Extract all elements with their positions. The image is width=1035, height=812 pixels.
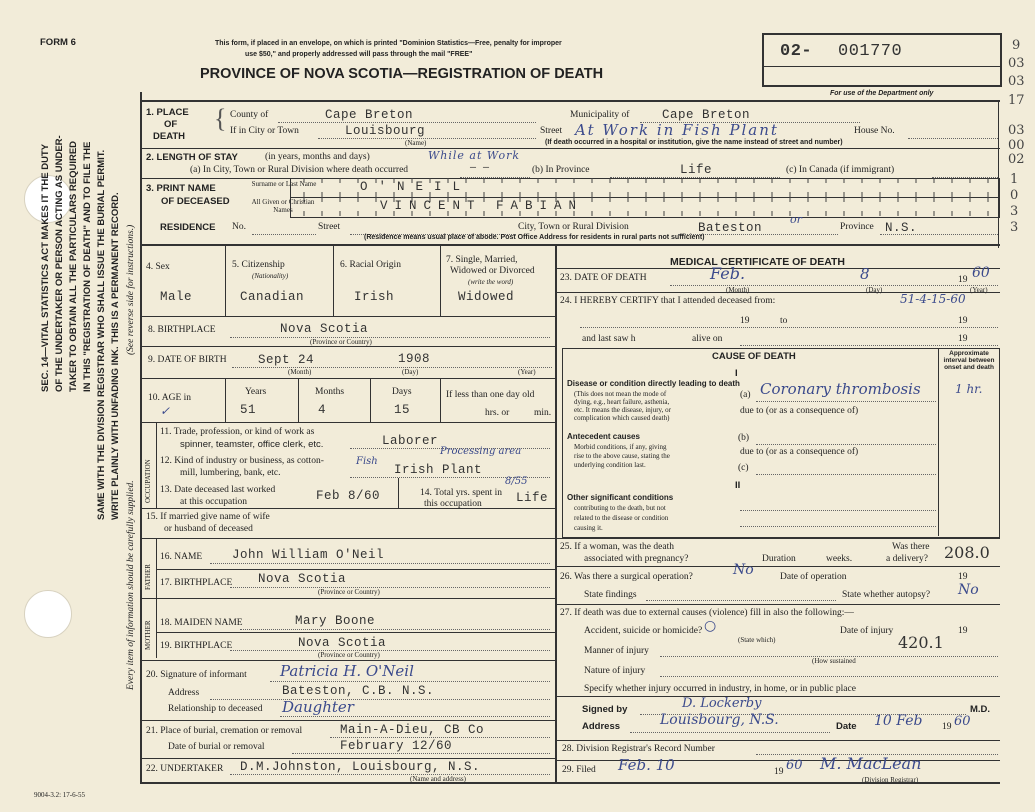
- accident-label: Accident, suicide or homicide?: [584, 626, 703, 636]
- reg-prefix: 02-: [780, 42, 813, 61]
- disease-note-3: etc. It means the disease, injury, or: [574, 406, 671, 414]
- weeks-label: weeks.: [826, 554, 853, 564]
- signed-date-value: 10 Feb: [874, 713, 923, 729]
- antecedent-note-2: rise to the above cause, stating the: [574, 452, 670, 460]
- informant-address-value: Bateston, C.B. N.S.: [282, 684, 435, 698]
- state-which-hint: (State which): [738, 636, 776, 644]
- birthplace-label: 8. BIRTHPLACE: [148, 325, 216, 335]
- md-label: M.D.: [970, 704, 991, 715]
- trade-value: Laborer: [382, 434, 439, 448]
- sex-value: Male: [160, 290, 193, 304]
- due-to-label-a: due to (or as a consequence of): [740, 406, 859, 416]
- interval-heading: Approximate interval between onset and death: [943, 350, 995, 371]
- surname-label: Surname or Last Name: [251, 180, 317, 188]
- surgical-value: No: [733, 562, 754, 578]
- stay-b-label: (b) In Province: [532, 165, 590, 175]
- marital-label-2: Widowed or Divorced: [450, 266, 535, 276]
- signed-by-label: Signed by: [582, 704, 628, 715]
- dept-use-label: For use of the Department only: [830, 90, 934, 97]
- residence-city-label: City, Town or Rural Division: [518, 222, 629, 232]
- stay-label: 2. LENGTH OF STAY: [146, 152, 238, 163]
- alive-on-label: alive on: [692, 334, 723, 344]
- industry-label-1: 12. Kind of industry or business, as cotton-: [160, 456, 324, 466]
- right-code-2: 00: [1008, 138, 1025, 153]
- certify-year-prefix-2: 19: [958, 316, 968, 326]
- sex-label: 4. Sex: [146, 262, 170, 272]
- surgical-label: 26. Was there a surgical operation?: [560, 572, 693, 582]
- house-no-label: House No.: [854, 126, 895, 136]
- death-registration-form: FORM 6 This form, if placed in an envelope, on which is printed "Dominion Statistics—Free, penalty for improper use $50," and properly addressed will pass through the mail "FREE" PROVINCE OF NOVA SCOTIA—REGISTRATION OF DEATH 02- 001770 For use of the Department only 9 03 03 17 03 00 02 1 0 3 3 SEC. 14—VITAL STATISTICS ACT MAKES IT THE DUTY OF THE UNDERTAKER OR PERSON ACTING AS UNDER- TAKER TO OBTAIN ALL THE PARTICULARS REQUIRED IN THIS "REGISTRATION OF DEATH" AND TO FILE THE SAME WITH THE DIVISION REGISTRAR WHO SHALL ISSUE THE BURIAL PERMIT. WRITE PLAINLY WITH UNFADING INK. THIS IS A PERMANENT RECORD. Every item of information should be carefully supplied. (See reverse side for instructions.) 9004-3.2: 17-6-55 1. PLACE OF DEATH { County of Cape Breton Municipality of Cape Breton If in City or Town Louisbourg (Name) Street At Work in Fish Plant House No. (If death occurred in a hospital or institution, give the name instead of street and number) 2. LENGTH OF STAY (in years, months and days) While at Work (a) In City, Town or Rural Division where death occurred — — (b) In Province Life (c) In Canada (if immigrant) 3. PRINT NAME OF DECEASED Surname or Last Name All Given or Christian Names O'NEIL VINCENT FABIAN RESIDENCE No. Street City, Town or Rural Division Bateston or Province N.S. (Residence means usual place of abode. Post Office Address for residents in rural parts not sufficient) 4. Sex Male 5. Citizenship (Nationality) Canadian 6. Racial Origin Irish 7. Single, Married, Widowed or Divorced (write the word) Widowed 8. BIRTHPLACE Nova Scotia (Province or Country) 9. DATE OF BIRTH Sept 24 1908 (Month) (Day) (Year) 10. AGE in Years Months Days 51 4 15 If less than one day old hrs. or min. ✓ OCCUPATION 11. Trade, profession, or kind of work as spinner, teamster, office clerk, etc. Laborer Processing area 12. Kind of industry or business, as cotton- mill, lumbering, bank, etc. Fish Irish Plant 13. Date deceased last worked at this occupation Feb 8/60 14. Total yrs. spent in this occupation 8/55 Life 15. If married give name of wife or husband of deceased FATHER MOTHER 16. NAME John William O'Neil 17. BIRTHPLACE Nova Scotia (Province or Country) 18. MAIDEN NAME Mary Boone 19. BIRTHPLACE Nova Scotia (Province or Country) 20. Signature of informant Patricia H. O'Neil Address Bateston, C.B. N.S. Relationship to deceased Daughter 21. Place of burial, cremation or removal Main-A-Dieu, CB Co Date of burial or removal February 12/60 22. UNDERTAKER D.M.Johnston, Louisbourg, N.S. (Name and address) MEDICAL CERTIFICATE OF DEATH 23. DATE OF DEATH Feb. 8 19 60 (Month) (Day) (Year) 24. I HEREBY CERTIFY that I attended deceased from: 51-4-15-60 19 to 19 and last saw h alive on 19 CAUSE OF DEATH Approximate interval between onset and death I Disease or condition directly leading to death (This does not mean the mode of dying, e.g., heart failure, asthenia, etc. It means the disease, injury, or complication which caused death) (a) Coronary thrombosis 1 hr. due to (or as a consequence of) Antecedent causes Morbid conditions, if any, giving rise to the above cause, stating the underlying condition last. (b) due to (or as a consequence of) (c) II Other significant conditions contributing to the death, but not related to the disease or condition causing it. 25. If a woman, was the death associated with pregnancy? Duration weeks. Was there a delivery? 208.0 26. Was there a surgical operation? No Date of operation 19 State findings State whether autopsy? No 27. If death was due to external causes (violence) fill in also the following:— Accident, suicide or homicide? ○ (State which) Date of injury 19 Manner of injury 420.1 (How sustained Nature of injury Specify whether injury occurred in industry, in home, or in public place Signed by D. Lockerby M.D. Address Louisbourg, N.S. Date 10 Feb 19 60 28. Division Registrar's Record Number 29. Filed Feb. 10 19 60 M. MacLean (Division Registrar): [0, 0, 1035, 812]
- antecedent-note-3: underlying condition last.: [574, 461, 646, 469]
- undertaker-value: D.M.Johnston, Louisbourg, N.S.: [240, 760, 481, 774]
- dob-year-value: 1908: [398, 352, 431, 366]
- stay-b-value: Life: [680, 163, 713, 177]
- interval-a-value: 1 hr.: [955, 382, 983, 396]
- filed-label: 29. Filed: [562, 765, 596, 775]
- total-value: Life: [516, 491, 549, 505]
- birthplace-value: Nova Scotia: [280, 322, 369, 336]
- stay-hint: (in years, months and days): [265, 152, 370, 162]
- specify-label: Specify whether injury occurred in industry, in home, or in public place: [584, 684, 856, 694]
- burial-place-label: 21. Place of burial, cremation or removal: [146, 726, 303, 736]
- mother-name-value: Mary Boone: [295, 614, 376, 628]
- other-note-2: related to the disease or condition: [574, 514, 669, 522]
- delivery-label-1: Was there: [892, 542, 930, 552]
- dob-year-hint: (Year): [518, 368, 536, 376]
- trade-label-1: 11. Trade, profession, or kind of work as: [160, 427, 315, 437]
- total-note: 8/55: [505, 476, 528, 487]
- right-code-1: 03: [1008, 123, 1025, 138]
- citizenship-value: Canadian: [240, 290, 305, 304]
- death-month-hint: (Month): [726, 286, 750, 294]
- side-code-3: 03: [1008, 74, 1025, 89]
- other-note-3: causing it.: [574, 524, 603, 532]
- age-years-value: 51: [240, 403, 257, 417]
- place-note: (If death occurred in a hospital or institution, give the name instead of street and number): [545, 139, 843, 146]
- op-year-prefix: 19: [958, 572, 968, 582]
- filed-year: 60: [786, 758, 803, 773]
- autopsy-label: State whether autopsy?: [842, 590, 931, 600]
- side-code-4: 17: [1008, 93, 1025, 108]
- nature-label: Nature of injury: [584, 666, 646, 676]
- disease-label: Disease or condition directly leading to death: [567, 379, 740, 388]
- racial-origin-value: Irish: [354, 290, 395, 304]
- how-sustained-hint: (How sustained: [812, 657, 856, 665]
- age-years-label: Years: [245, 387, 267, 397]
- signed-date-label: Date: [836, 721, 857, 732]
- autopsy-value: No: [958, 582, 979, 598]
- cause-heading: CAUSE OF DEATH: [712, 351, 796, 362]
- delivery-code: 208.0: [944, 543, 990, 562]
- filed-year-prefix: 19: [774, 767, 784, 777]
- undertaker-hint: (Name and address): [410, 775, 466, 783]
- signed-year-prefix: 19: [942, 722, 952, 732]
- place-label-3: DEATH: [153, 131, 186, 142]
- relationship-label: Relationship to deceased: [168, 704, 263, 714]
- street-value: At Work in Fish Plant: [575, 121, 779, 139]
- birthplace-hint: (Province or Country): [310, 338, 372, 346]
- hrs-label: hrs. or: [485, 408, 510, 418]
- accident-mark: ○: [704, 618, 717, 634]
- citizenship-hint: (Nationality): [252, 272, 289, 280]
- disease-note-1: (This does not mean the mode of: [574, 390, 667, 398]
- residence-label: RESIDENCE: [160, 222, 216, 233]
- last-worked-value: Feb 8/60: [316, 489, 381, 503]
- right-code-6: 3: [1010, 204, 1019, 219]
- age-months-value: 4: [318, 403, 327, 417]
- city-value: Louisbourg: [345, 124, 426, 138]
- dob-label: 9. DATE OF BIRTH: [148, 355, 227, 365]
- part-one-label: I: [735, 368, 738, 379]
- less-than-day-label: If less than one day old: [446, 390, 535, 400]
- death-date-day: 8: [860, 265, 870, 283]
- certify-label: 24. I HEREBY CERTIFY that I attended deceased from:: [560, 296, 776, 306]
- medical-heading: MEDICAL CERTIFICATE OF DEATH: [670, 256, 845, 268]
- municipality-value: Cape Breton: [662, 108, 751, 122]
- injury-date-label: Date of injury: [840, 626, 894, 636]
- mother-birthplace-label: 19. BIRTHPLACE: [160, 641, 233, 651]
- father-name-value: John William O'Neil: [232, 548, 385, 562]
- father-name-label: 16. NAME: [160, 552, 203, 562]
- father-birthplace-value: Nova Scotia: [258, 572, 347, 586]
- last-worked-label-1: 13. Date deceased last worked: [160, 485, 276, 495]
- given-names-label: All Given or Christian Names: [251, 198, 315, 214]
- findings-label: State findings: [584, 590, 637, 600]
- father-birthplace-hint: (Province or Country): [318, 588, 380, 596]
- dob-month-hint: (Month): [288, 368, 312, 376]
- side-code-2: 03: [1008, 56, 1025, 71]
- spouse-label-1: 15. If married give name of wife: [146, 512, 270, 522]
- mother-vertical-label: MOTHER: [144, 620, 152, 650]
- last-saw-label: and last saw h: [582, 334, 636, 344]
- place-label-2: OF: [164, 119, 178, 130]
- occupation-vertical-label: OCCUPATION: [144, 459, 152, 503]
- mother-birthplace-value: Nova Scotia: [298, 636, 387, 650]
- external-causes-label: 27. If death was due to external causes (violence) fill in also the following:—: [560, 608, 854, 618]
- trade-note: Processing area: [440, 446, 522, 457]
- surname-value: O'NEIL: [360, 180, 472, 194]
- signer-address-value: Louisbourg, N.S.: [660, 712, 779, 728]
- informant-signature: Patricia H. O'Neil: [280, 662, 414, 680]
- signed-by-value: D. Lockerby: [682, 696, 762, 711]
- signed-date-year: 60: [954, 714, 971, 729]
- industry-value: Irish Plant: [394, 463, 483, 477]
- envelope-note-2: use $50," and properly addressed will pass through the mail "FREE": [245, 51, 473, 58]
- mother-birthplace-hint: (Province or Country): [318, 651, 380, 659]
- spouse-label-2: or husband of deceased: [164, 524, 253, 534]
- marital-value: Widowed: [458, 290, 515, 304]
- stay-value: While at Work: [428, 149, 521, 162]
- informant-address-label: Address: [168, 688, 200, 698]
- total-label-2: this occupation: [424, 499, 482, 509]
- duration-label: Duration: [762, 554, 796, 564]
- industry-note: Fish: [356, 456, 378, 467]
- given-names-value: VINCENT FABIAN: [380, 199, 584, 213]
- certify-value: 51-4-15-60: [900, 292, 966, 306]
- marital-label-3: (write the word): [468, 278, 514, 286]
- right-code-4: 1: [1010, 172, 1019, 187]
- residence-province-value: N.S.: [885, 221, 918, 235]
- page-title: PROVINCE OF NOVA SCOTIA—REGISTRATION OF DEATH: [200, 66, 604, 82]
- death-date-year: 60: [972, 265, 990, 281]
- filed-value: Feb. 10: [618, 756, 675, 774]
- injury-code: 420.1: [898, 633, 944, 652]
- county-label: County of: [230, 110, 269, 120]
- residence-city-mark: or: [790, 213, 802, 226]
- city-name-hint: (Name): [405, 139, 427, 147]
- side-instructions-5: SAME WITH THE DIVISION REGISTRAR WHO SHALL ISSUE THE BURIAL PERMIT.: [96, 149, 107, 520]
- registrar-hint: (Division Registrar): [862, 776, 919, 784]
- certify-to-label: to: [780, 316, 788, 326]
- undertaker-label: 22. UNDERTAKER: [146, 764, 224, 774]
- relationship-value: Daughter: [282, 698, 354, 716]
- antecedent-note-1: Morbid conditions, if any, giving: [574, 443, 667, 451]
- certify-year-prefix-1: 19: [740, 316, 750, 326]
- residence-street-label: Street: [318, 222, 341, 232]
- county-value: Cape Breton: [325, 108, 414, 122]
- death-year-prefix: 19: [958, 275, 968, 285]
- reg-number: 001770: [838, 42, 903, 61]
- right-code-7: 3: [1010, 220, 1019, 235]
- name-label-2: OF DECEASED: [161, 196, 230, 207]
- cause-a-value: Coronary thrombosis: [760, 380, 921, 398]
- residence-no-label: No.: [232, 222, 246, 232]
- racial-origin-label: 6. Racial Origin: [340, 260, 401, 270]
- age-months-label: Months: [315, 387, 345, 397]
- form-number: FORM 6: [40, 37, 76, 48]
- city-label: If in City or Town: [230, 126, 299, 136]
- registrar-signature: M. MacLean: [820, 754, 922, 773]
- signer-address-label: Address: [582, 721, 621, 732]
- disease-note-4: complication which caused death): [574, 414, 670, 422]
- woman-label-1: 25. If a woman, was the death: [560, 542, 674, 552]
- death-date-month: Feb.: [710, 264, 746, 283]
- side-instructions-3: TAKER TO OBTAIN ALL THE PARTICULARS REQUIRED: [68, 140, 79, 392]
- municipality-label: Municipality of: [570, 110, 630, 120]
- dob-day-hint: (Day): [402, 368, 419, 376]
- street-label: Street: [540, 126, 563, 136]
- place-label-1: 1. PLACE: [146, 107, 189, 118]
- side-code-1: 9: [1012, 38, 1021, 53]
- delivery-label-2: a delivery?: [886, 554, 928, 564]
- age-days-value: 15: [394, 403, 411, 417]
- envelope-note-1: This form, if placed in an envelope, on which is printed "Dominion Statistics—Free, penalty for improper: [215, 40, 562, 47]
- trade-label-2: spinner, teamster, office clerk, etc.: [180, 439, 324, 450]
- min-label: min.: [534, 408, 552, 418]
- other-conditions-label: Other significant conditions: [567, 493, 674, 502]
- age-days-label: Days: [392, 387, 412, 397]
- registrar-record-label: 28. Division Registrar's Record Number: [562, 744, 715, 754]
- alive-year-prefix: 19: [958, 334, 968, 344]
- side-instructions-2: OF THE UNDERTAKER OR PERSON ACTING AS UNDER-: [54, 135, 65, 392]
- residence-note: (Residence means usual place of abode. Post Office Address for residents in rural parts not sufficient): [364, 234, 705, 241]
- antecedent-label: Antecedent causes: [567, 432, 640, 441]
- stay-c-label: (c) In Canada (if immigrant): [786, 165, 895, 175]
- stay-a-label: (a) In City, Town or Rural Division where death occurred: [190, 165, 409, 175]
- age-label: 10. AGE in: [148, 393, 192, 403]
- residence-city-value: Bateston: [698, 221, 763, 235]
- informant-sig-label: 20. Signature of informant: [146, 670, 247, 680]
- due-to-label-b: due to (or as a consequence of): [740, 447, 859, 457]
- right-code-3: 02: [1008, 152, 1025, 167]
- industry-label-2: mill, lumbering, bank, etc.: [180, 468, 281, 478]
- dob-month-value: Sept 24: [258, 353, 315, 367]
- side-instructions-1: SEC. 14—VITAL STATISTICS ACT MAKES IT THE DUTY: [40, 143, 51, 392]
- age-check: ✓: [160, 404, 171, 418]
- op-date-label: Date of operation: [780, 572, 847, 582]
- name-label-1: 3. PRINT NAME: [146, 183, 216, 194]
- burial-place-value: Main-A-Dieu, CB Co: [340, 723, 485, 737]
- footer-code: 9004-3.2: 17-6-55: [34, 791, 85, 799]
- manner-label: Manner of injury: [584, 646, 649, 656]
- disease-note-2: dying, e.g., heart failure, asthenia,: [574, 398, 670, 406]
- stay-a-value: — —: [470, 163, 490, 174]
- injury-year-prefix: 19: [958, 626, 968, 636]
- citizenship-label: 5. Citizenship: [232, 260, 285, 270]
- father-vertical-label: FATHER: [144, 564, 152, 590]
- marital-label-1: 7. Single, Married,: [446, 255, 518, 265]
- side-instructions-7: Every item of information should be carefully supplied.: [126, 480, 136, 690]
- father-birthplace-label: 17. BIRTHPLACE: [160, 578, 233, 588]
- total-label-1: 14. Total yrs. spent in: [420, 488, 503, 498]
- burial-date-label: Date of burial or removal: [168, 742, 265, 752]
- right-code-5: 0: [1010, 188, 1019, 203]
- part-two-label: II: [735, 480, 741, 491]
- death-date-label: 23. DATE OF DEATH: [560, 273, 647, 283]
- side-instructions-6: WRITE PLAINLY WITH UNFADING INK. THIS IS A PERMANENT RECORD.: [110, 192, 121, 520]
- side-instructions-4: IN THIS "REGISTRATION OF DEATH" AND TO FILE THE: [82, 141, 93, 392]
- last-worked-label-2: at this occupation: [180, 497, 248, 507]
- mother-name-label: 18. MAIDEN NAME: [160, 618, 243, 628]
- punch-hole-bottom: [24, 590, 72, 638]
- side-instructions-8: (See reverse side for instructions.): [126, 224, 136, 355]
- other-note-1: contributing to the death, but not: [574, 504, 666, 512]
- residence-province-label: Province: [840, 222, 874, 232]
- burial-date-value: February 12/60: [340, 739, 453, 753]
- death-day-hint: (Day): [866, 286, 883, 294]
- woman-label-2: associated with pregnancy?: [584, 554, 689, 564]
- death-year-hint: (Year): [970, 286, 988, 294]
